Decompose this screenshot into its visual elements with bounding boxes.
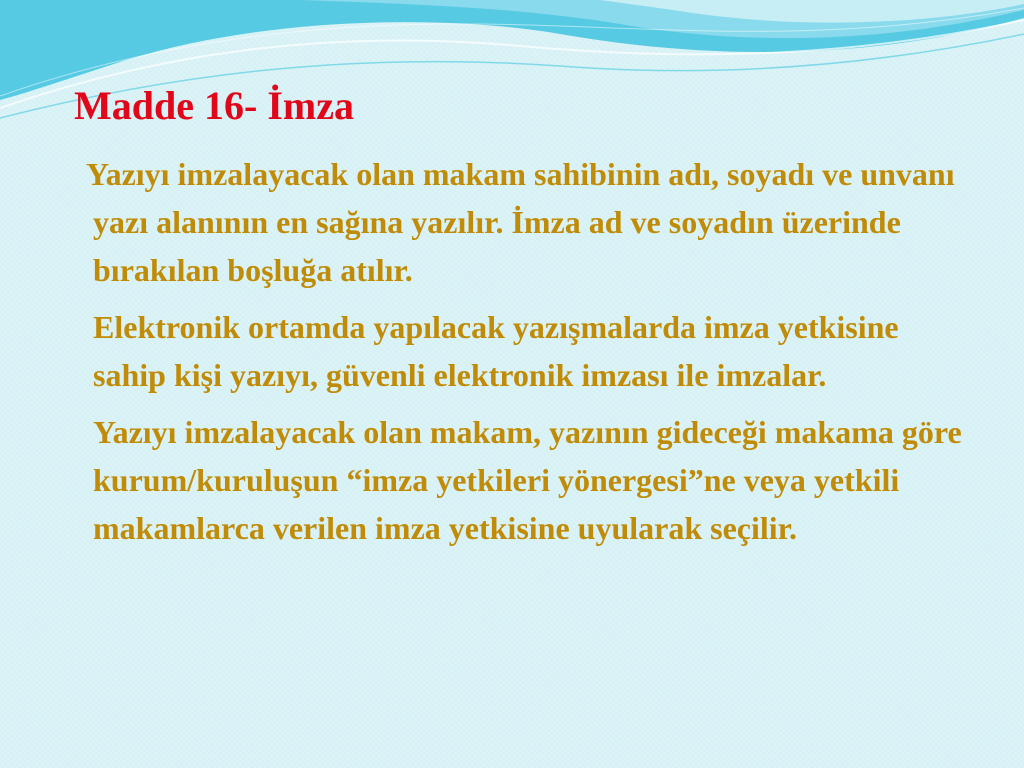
slide-body: [86, 150, 973, 561]
body-paragraph-signatory-name: Yazıyı imzalayacak olan makam sahibinin adı, soyadı ve unvanı yazı alanının en sağına yazılır. İmza ad ve soyadın üzerinde bırakılan boşluğa atılır.: [86, 156, 955, 288]
body-paragraph-electronic-signature: Elektronik ortamda yapılacak yazışmalarda imza yetkisine sahip kişi yazıyı, güvenli elektronik imzası ile imzalar.: [93, 309, 899, 393]
slide-title: Madde 16- İmza: [74, 83, 354, 128]
body-paragraph-signatory-selection: Yazıyı imzalayacak olan makam, yazının gideceği makama göre kurum/kuruluşun “imza yetkileri yönergesi”ne veya yetkili makamlarca verilen imza yetkisine uyularak seçilir.: [93, 414, 962, 546]
